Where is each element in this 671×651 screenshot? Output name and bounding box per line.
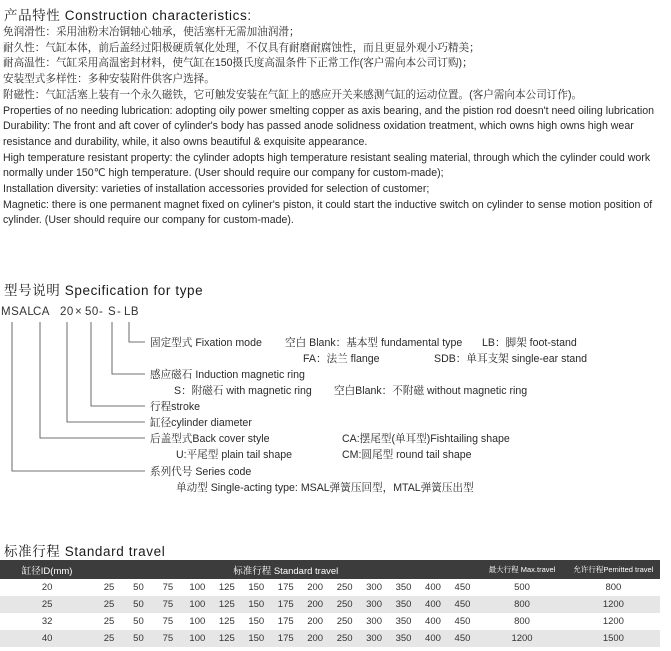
cell-stroke: 175 <box>277 582 294 593</box>
cell-stroke: 150 <box>248 616 265 627</box>
spec-diagram <box>0 300 671 505</box>
label-fixation-lb: LB：脚架 foot-stand <box>482 337 577 349</box>
cell-stroke: 125 <box>218 582 235 593</box>
label-fixation-blank: 空白 Blank：基本型 fundamental type <box>285 337 463 349</box>
cell-stroke: 250 <box>336 616 353 627</box>
code-times: × <box>75 306 83 318</box>
cell-stroke: 250 <box>330 596 359 613</box>
cell-max: 500 <box>514 582 530 593</box>
cell-stroke: 400 <box>425 616 441 627</box>
construction-text <box>3 25 669 229</box>
code-magnet: S <box>108 306 117 318</box>
cell-stroke: 350 <box>395 582 412 593</box>
header-permit: 允许行程Pemitted travel <box>567 560 660 579</box>
cell-stroke: 175 <box>277 616 294 627</box>
construction-heading: 产品特性 Construction characteristics: <box>4 8 252 23</box>
cell-bore: 40 <box>0 630 94 647</box>
construction-line: Durability: The front and aft cover of cylinder's body has passed anode solidness oxidation treatment, which owns high owns high wear <box>3 120 634 133</box>
label-stroke: 行程stroke <box>150 401 201 413</box>
label-fixation: 固定型式 Fixation mode <box>150 337 262 349</box>
label-series: 系列代号 Series code <box>150 466 252 478</box>
cell-stroke: 100 <box>189 582 206 593</box>
cell-stroke: 25 <box>94 596 123 613</box>
cell-stroke: 75 <box>162 616 174 627</box>
cell-stroke: 50 <box>124 596 153 613</box>
code-dash-1: - <box>99 306 104 318</box>
cell-stroke: 200 <box>307 582 324 593</box>
cell-permit: 1200 <box>602 616 624 627</box>
cell-stroke: 350 <box>389 630 418 647</box>
cell-stroke: 50 <box>124 630 153 647</box>
header-bore: 缸径ID(mm) <box>0 560 94 579</box>
cell-stroke: 450 <box>448 596 478 613</box>
construction-line: 免润滑性：采用油粉末冶铜轴心轴承，使活塞杆无需加油润滑； <box>3 26 300 38</box>
code-series: MSAL <box>1 306 35 318</box>
cell-max: 1200 <box>477 630 567 647</box>
cell-stroke: 200 <box>307 616 324 627</box>
cell-stroke: 125 <box>212 596 241 613</box>
construction-line: Installation diversity: varieties of installation accessories provided for selection of customer; <box>3 183 430 196</box>
table-row <box>0 596 660 613</box>
cell-stroke: 250 <box>330 630 359 647</box>
construction-line: normally under 150℃ high temperature. (User should require our company for custom-made); <box>3 167 444 180</box>
cell-stroke: 300 <box>359 630 388 647</box>
cell-max: 800 <box>477 596 567 613</box>
cell-stroke: 125 <box>218 616 235 627</box>
label-fixation-sdb: SDB：单耳支架 single-ear stand <box>434 353 588 365</box>
label-back-cover: 后盖型式Back cover style <box>150 433 270 445</box>
cell-stroke: 25 <box>103 582 115 593</box>
cell-bore: 20 <box>41 582 53 593</box>
cell-stroke: 450 <box>454 582 471 593</box>
code-dash-2: - <box>117 306 122 318</box>
cell-stroke: 400 <box>418 630 447 647</box>
spec-heading: 型号说明 Specification for type <box>4 283 204 298</box>
cell-bore: 32 <box>41 616 53 627</box>
cell-stroke: 25 <box>103 616 115 627</box>
cell-stroke: 125 <box>212 630 241 647</box>
cell-stroke: 100 <box>183 596 212 613</box>
cell-stroke: 200 <box>300 596 329 613</box>
cell-stroke: 50 <box>133 616 144 627</box>
cell-stroke: 250 <box>336 582 353 593</box>
cell-stroke: 400 <box>425 582 441 593</box>
label-back-cm: CM:圆尾型 round tail shape <box>342 449 472 461</box>
cell-stroke: 150 <box>242 596 271 613</box>
table-row <box>0 579 660 596</box>
construction-line: 附磁性：气缸活塞上装有一个永久磁铁，它可触发安装在气缸上的感应开关来感测气缸的运动位置。(客户需向本公司订作)。 <box>3 88 583 101</box>
construction-line: Properties of no needing lubrication: adopting oily power smelting copper as axis bearing, and the pistion rod doesn't need oiling lubrication <box>3 104 655 117</box>
label-back-u: U:平尾型 plain tail shape <box>176 449 292 461</box>
table-row <box>0 630 660 647</box>
construction-line: 安装型式多样性：多种安装附件供客户选择。 <box>3 73 215 86</box>
cell-stroke: 75 <box>162 582 174 593</box>
spec-leader-lines <box>0 300 671 505</box>
travel-table <box>0 560 660 647</box>
label-magnet: 感应磁石 Induction magnetic ring <box>150 369 305 381</box>
construction-line: 耐久性：气缸本体，前后盖经过阳极硬质氧化处理，不仅具有耐磨耐腐蚀性，而且更显外观小巧精美； <box>3 41 480 54</box>
cell-stroke: 175 <box>271 630 300 647</box>
cell-stroke: 300 <box>359 596 388 613</box>
travel-heading: 标准行程 Standard travel <box>4 544 166 559</box>
table-row <box>0 613 660 630</box>
cell-bore: 25 <box>0 596 94 613</box>
construction-line: 耐高温性：气缸采用高温密封材料，使气缸在150摄氏度高温条件下正常工作(客户需向本公司订购)； <box>3 57 473 70</box>
cell-stroke: 150 <box>242 630 271 647</box>
cell-stroke: 350 <box>395 616 412 627</box>
cell-stroke: 450 <box>448 630 478 647</box>
cell-max: 800 <box>514 616 530 627</box>
construction-line: High temperature resistant property: the cylinder adopts high temperature resistant sealing material, through which the cylinder could work <box>3 151 651 164</box>
label-diameter: 缸径cylinder diameter <box>150 417 252 429</box>
cell-stroke: 450 <box>454 616 471 627</box>
label-back-ca: CA:摆尾型(单耳型)Fishtailing shape <box>342 433 510 445</box>
label-magnet-blank: 空白Blank：不附磁 without magnetic ring <box>334 385 528 397</box>
cell-stroke: 300 <box>366 582 382 593</box>
construction-line: Magnetic: there is one permanent magnet fixed on cyliner's piston, it could start the inductive switch on cylinder to sense motion position of <box>3 198 653 211</box>
header-max: 最大行程 Max.travel <box>477 560 567 579</box>
code-mount: LB <box>124 306 140 318</box>
cell-permit: 800 <box>605 582 622 593</box>
code-bore: 20 <box>60 306 74 318</box>
construction-line: resistance and durability, while, it also owns beautiful & exquisite appearance. <box>3 135 368 148</box>
cell-stroke: 75 <box>153 596 182 613</box>
cell-permit: 1500 <box>567 630 660 647</box>
label-magnet-s: S：附磁石 with magnetic ring <box>174 385 312 397</box>
code-stroke: 50 <box>85 306 99 318</box>
label-series-desc: 单动型 Single-acting type: MSAL弹簧压回型，MTAL弹簧压出型 <box>176 482 474 494</box>
cell-stroke: 400 <box>418 596 447 613</box>
cell-stroke: 300 <box>366 616 382 627</box>
label-fixation-fa: FA：法兰 flange <box>303 353 380 365</box>
cell-stroke: 175 <box>271 596 300 613</box>
cell-stroke: 100 <box>189 616 206 627</box>
cell-stroke: 25 <box>94 630 123 647</box>
cell-stroke: 150 <box>248 582 265 593</box>
cell-stroke: 100 <box>183 630 212 647</box>
code-back: CA <box>33 306 50 318</box>
travel-header-row <box>0 560 660 579</box>
cell-stroke: 50 <box>133 582 144 593</box>
cell-stroke: 75 <box>153 630 182 647</box>
header-standard: 标准行程 Standard travel <box>94 560 477 579</box>
cell-stroke: 200 <box>300 630 329 647</box>
construction-line: cylinder. (User should require our company for custom-made). <box>3 214 294 227</box>
cell-stroke: 350 <box>389 596 418 613</box>
cell-permit: 1200 <box>567 596 660 613</box>
